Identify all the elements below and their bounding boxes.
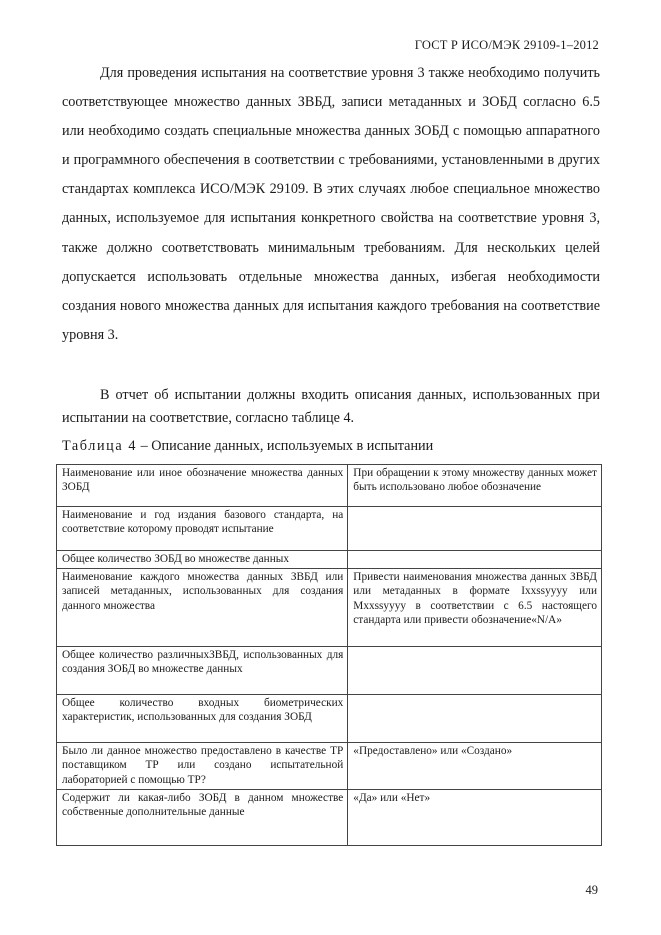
table-caption-text: – Описание данных, используемых в испытании [137, 438, 434, 454]
table-cell [348, 507, 602, 551]
table-row [57, 790, 602, 846]
document-header: ГОСТ Р ИСО/МЭК 29109-1–2012 [414, 38, 599, 52]
table-row [57, 569, 602, 647]
table-cell: Общее количество ЗОБД во множестве данных [57, 551, 348, 569]
table-row [57, 507, 602, 551]
table-cell: Наименование или иное обозначение множества данных ЗОБД [57, 465, 348, 507]
page-number: 49 [585, 883, 598, 897]
paragraph-text: Для проведения испытания на соответствие уровня 3 также необходимо получить соответствующее множество данных ЗВБД, записи метаданных и ЗОБД согласно 6.5 или необходимо создать специальные множества данных ЗОБД с помощью аппаратного и программного обеспечения в соответствии с требованиями, установленными в других стандартах комплекса ИСО/МЭК 29109. В этих случаях любое специальное множество данных, используемое для испытания конкретного свойства на соответствие уровня 3, также должно соответствовать минимальным требованиям. Для нескольких целей допускается использовать отдельные множества данных, избегая необходимости создания нового множества данных для испытания каждого требования на соответствие уровня 3. [62, 65, 600, 343]
table-cell: Было ли данное множество предоставлено в качестве ТР поставщиком ТР или создано испытательной лабораторией с помощью ТР? [57, 743, 348, 790]
table-cell: При обращении к этому множеству данных может быть использовано любое обозначение [348, 465, 602, 507]
table-cell [348, 695, 602, 743]
data-description-table [56, 464, 602, 846]
table-cell [348, 551, 602, 569]
table-header-row [57, 465, 602, 507]
table-cell: Привести наименования множества данных ЗВБД или метаданных в формате Ixxssyyyy или Mxxssyyyy в соответствии с 6.5 настоящего стандарта или привести обозначение«N/A» [348, 569, 602, 647]
table-cell: Наименование каждого множества данных ЗВБД или записей метаданных, использованных для создания данного множества [57, 569, 348, 647]
table-cell: Общее количество входных биометрических характеристик, использованных для создания ЗОБД [57, 695, 348, 743]
table-caption-label: Таблица 4 [62, 438, 138, 454]
table-cell: Общее количество различныхЗВБД, использованных для создания ЗОБД во множестве данных [57, 647, 348, 695]
table-cell [348, 647, 602, 695]
table-cell: «Да» или «Нет» [348, 790, 602, 846]
table-cell: Наименование и год издания базового стандарта, на соответствие которому проводят испытание [57, 507, 348, 551]
table-cell: «Предоставлено» или «Создано» [348, 743, 602, 790]
paragraph-level3-data [62, 59, 600, 350]
paragraph-text: В отчет об испытании должны входить описания данных, использованных при испытании на соответствие, согласно таблице 4. [62, 387, 600, 426]
table-row [57, 551, 602, 569]
table-row [57, 743, 602, 790]
table-caption [62, 438, 433, 455]
table-row [57, 647, 602, 695]
paragraph-report [62, 384, 600, 430]
table-cell: Содержит ли какая-либо ЗОБД в данном множестве собственные дополнительные данные [57, 790, 348, 846]
table-row [57, 695, 602, 743]
